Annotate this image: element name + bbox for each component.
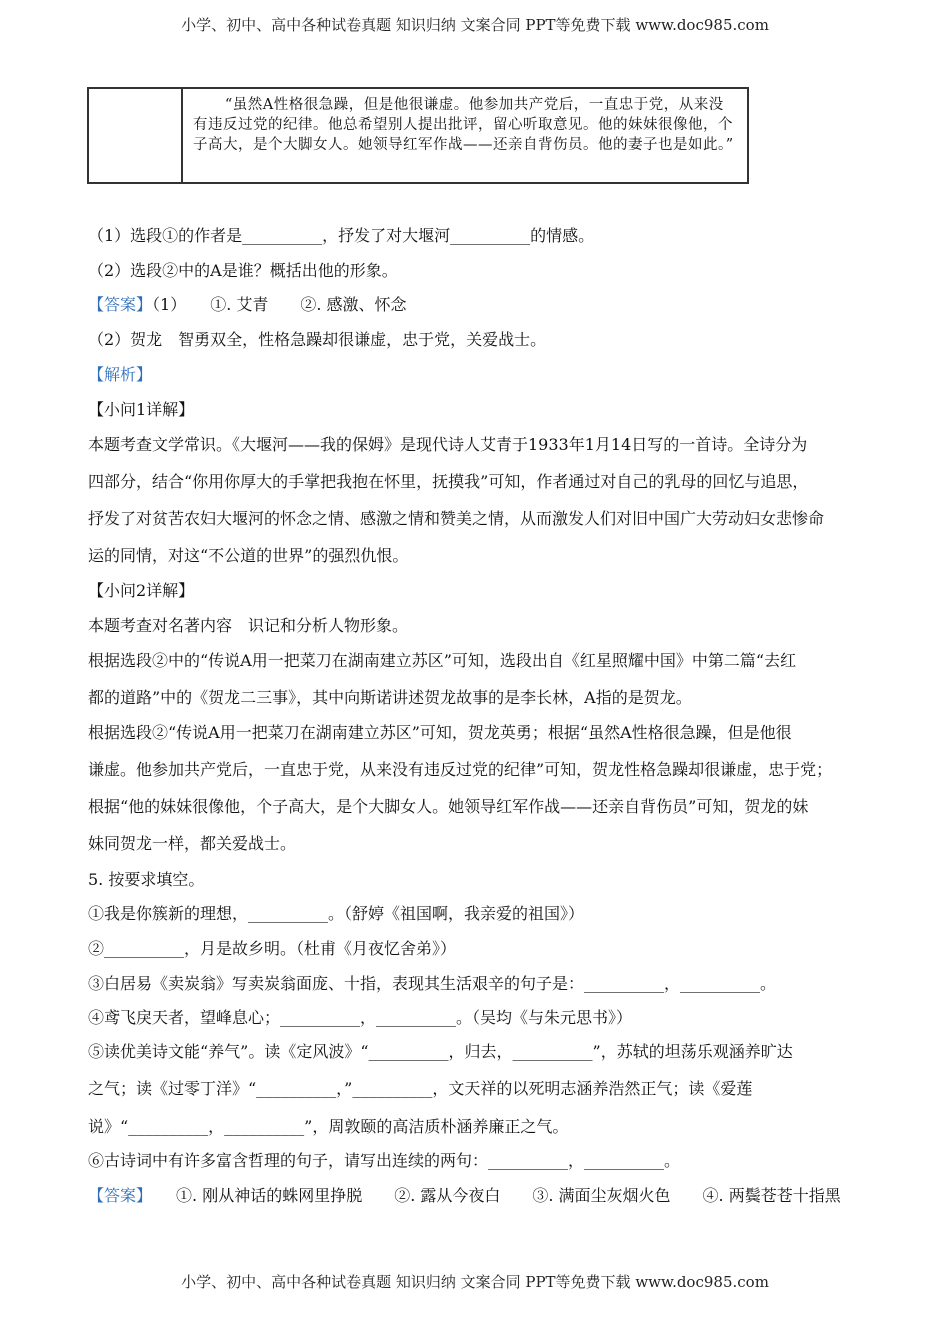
line-text: （2）选段②中的A是谁？概括出他的形象。 [88, 261, 398, 280]
line-text: ①. 刚从神话的蛛网里挣脱 ②. 露从今夜白 ③. 满面尘灰烟火色 ④. 两鬓苍苍十指黑 [144, 1186, 841, 1205]
line-text: 【小问2详解】 [88, 581, 195, 600]
line-text: 本题考查对名著内容 识记和分析人物形象。 [88, 616, 409, 635]
line-text: 运的同情，对这“不公道的世界”的强烈仇恨。 [88, 546, 409, 565]
line-text: 说》“__________，__________”，周敦颐的高洁质朴涵养廉正之气。 [88, 1117, 569, 1136]
line-text: 谦虚。他参加共产党后，一直忠于党，从来没有违反过党的纪律”可知，贺龙性格急躁却很谦虚，忠于党； [88, 760, 833, 779]
line-text: 【小问1详解】 [88, 400, 195, 419]
text-line [88, 1042, 793, 1062]
line-text: ⑤读优美诗文能“养气”。读《定风波》“__________，归去，__________”，苏轼的坦荡乐观涵养旷达 [88, 1042, 793, 1061]
text-line [88, 1117, 568, 1137]
line-text: ②__________，月是故乡明。（杜甫《月夜忆舍弟》） [88, 939, 457, 958]
section-label: 【答案】 [88, 1186, 145, 1205]
line-text: 抒发了对贫苦农妇大堰河的怀念之情、感激之情和赞美之情，从而激发人们对旧中国广大劳动妇女悲惨命 [88, 509, 825, 528]
text-line [88, 400, 194, 420]
quote-text: “虽然A性格很急躁，但是他很谦虚。他参加共产党后，一直忠于党，从来没有违反过党的纪律。他总希望别人提出批评，留心听取意见。他的妹妹很像他，个子高大，是个大脚女人。她领导红军作战——还亲自背伤员。他的妻子也是如此。” [193, 97, 734, 153]
line-text: ⑥古诗词中有许多富含哲理的句子，请写出连续的两句：__________，__________。 [88, 1151, 681, 1170]
text-line [88, 1151, 680, 1171]
line-text: （1）选段①的作者是__________，抒发了对大堰河__________的情感。 [88, 226, 595, 245]
section-label: 【答案】 [88, 295, 153, 314]
text-line [88, 365, 152, 385]
text-line [88, 651, 796, 671]
line-text: 根据选段②“传说A用一把菜刀在湖南建立苏区”可知，贺龙英勇；根据“虽然A性格很急躁，但是他很 [88, 723, 792, 742]
line-text: 之气；读《过零丁洋》“__________，”__________，文天祥的以死明志涵养浩然正气；读《爱莲 [88, 1079, 753, 1098]
text-line [88, 939, 456, 959]
page-footer: 小学、初中、高中各种试卷真题 知识归纳 文案合同 PPT等免费下载 www.doc985.com [181, 1273, 769, 1291]
line-text: ④鸢飞戾天者，望峰息心；__________，__________。（吴均《与朱元思书》） [88, 1008, 633, 1027]
text-line [88, 295, 407, 315]
text-line [88, 904, 584, 924]
text-line [88, 1008, 632, 1028]
text-line [88, 581, 194, 601]
text-line [88, 834, 296, 854]
line-text: （2）贺龙 智勇双全，性格急躁却很谦虚，忠于党，关爱战士。 [88, 330, 547, 349]
text-line [88, 330, 546, 350]
text-line [88, 509, 824, 529]
text-line [88, 546, 408, 566]
line-text: ③白居易《卖炭翁》写卖炭翁面庞、十指，表现其生活艰辛的句子是：__________，__________。 [88, 974, 777, 993]
line-text: 5. 按要求填空。 [88, 870, 205, 889]
text-line [88, 616, 408, 636]
page-header: 小学、初中、高中各种试卷真题 知识归纳 文案合同 PPT等免费下载 www.doc985.com [181, 16, 769, 34]
line-text: 根据“他的妹妹很像他，个子高大，是个大脚女人。她领导红军作战——还亲自背伤员”可知，贺龙的妹 [88, 797, 809, 816]
line-text: （1） ①. 艾青 ②. 感激、怀念 [152, 295, 407, 314]
text-line [88, 1186, 841, 1206]
quote-table [87, 87, 749, 184]
text-line [88, 688, 692, 708]
text-line [88, 760, 832, 780]
line-text: 根据选段②中的“传说A用一把菜刀在湖南建立苏区”可知，选段出自《红星照耀中国》中第二篇“去红 [88, 651, 797, 670]
line-text: ①我是你簇新的理想，__________。（舒婷《祖国啊，我亲爱的祖国》） [88, 904, 585, 923]
line-text: 四部分，结合“你用你厚大的手掌把我抱在怀里，抚摸我”可知，作者通过对自己的乳母的回忆与追思， [88, 472, 809, 491]
line-text: 都的道路”中的《贺龙二三事》，其中向斯诺讲述贺龙故事的是李长林，A指的是贺龙。 [88, 688, 692, 707]
section-label: 【解析】 [88, 365, 153, 384]
text-line [88, 226, 594, 246]
text-line [88, 974, 776, 994]
text-line [88, 435, 807, 455]
text-line [88, 723, 792, 743]
quote-label-cell [89, 89, 183, 182]
text-line [88, 472, 808, 492]
text-line [88, 797, 808, 817]
line-text: 妹同贺龙一样，都关爱战士。 [88, 834, 297, 853]
text-line [88, 261, 398, 281]
text-line [88, 870, 204, 890]
line-text: 本题考查文学常识。《大堰河——我的保姆》是现代诗人艾青于1933年1月14日写的一首诗。全诗分为 [88, 435, 808, 454]
text-line [88, 1079, 752, 1099]
